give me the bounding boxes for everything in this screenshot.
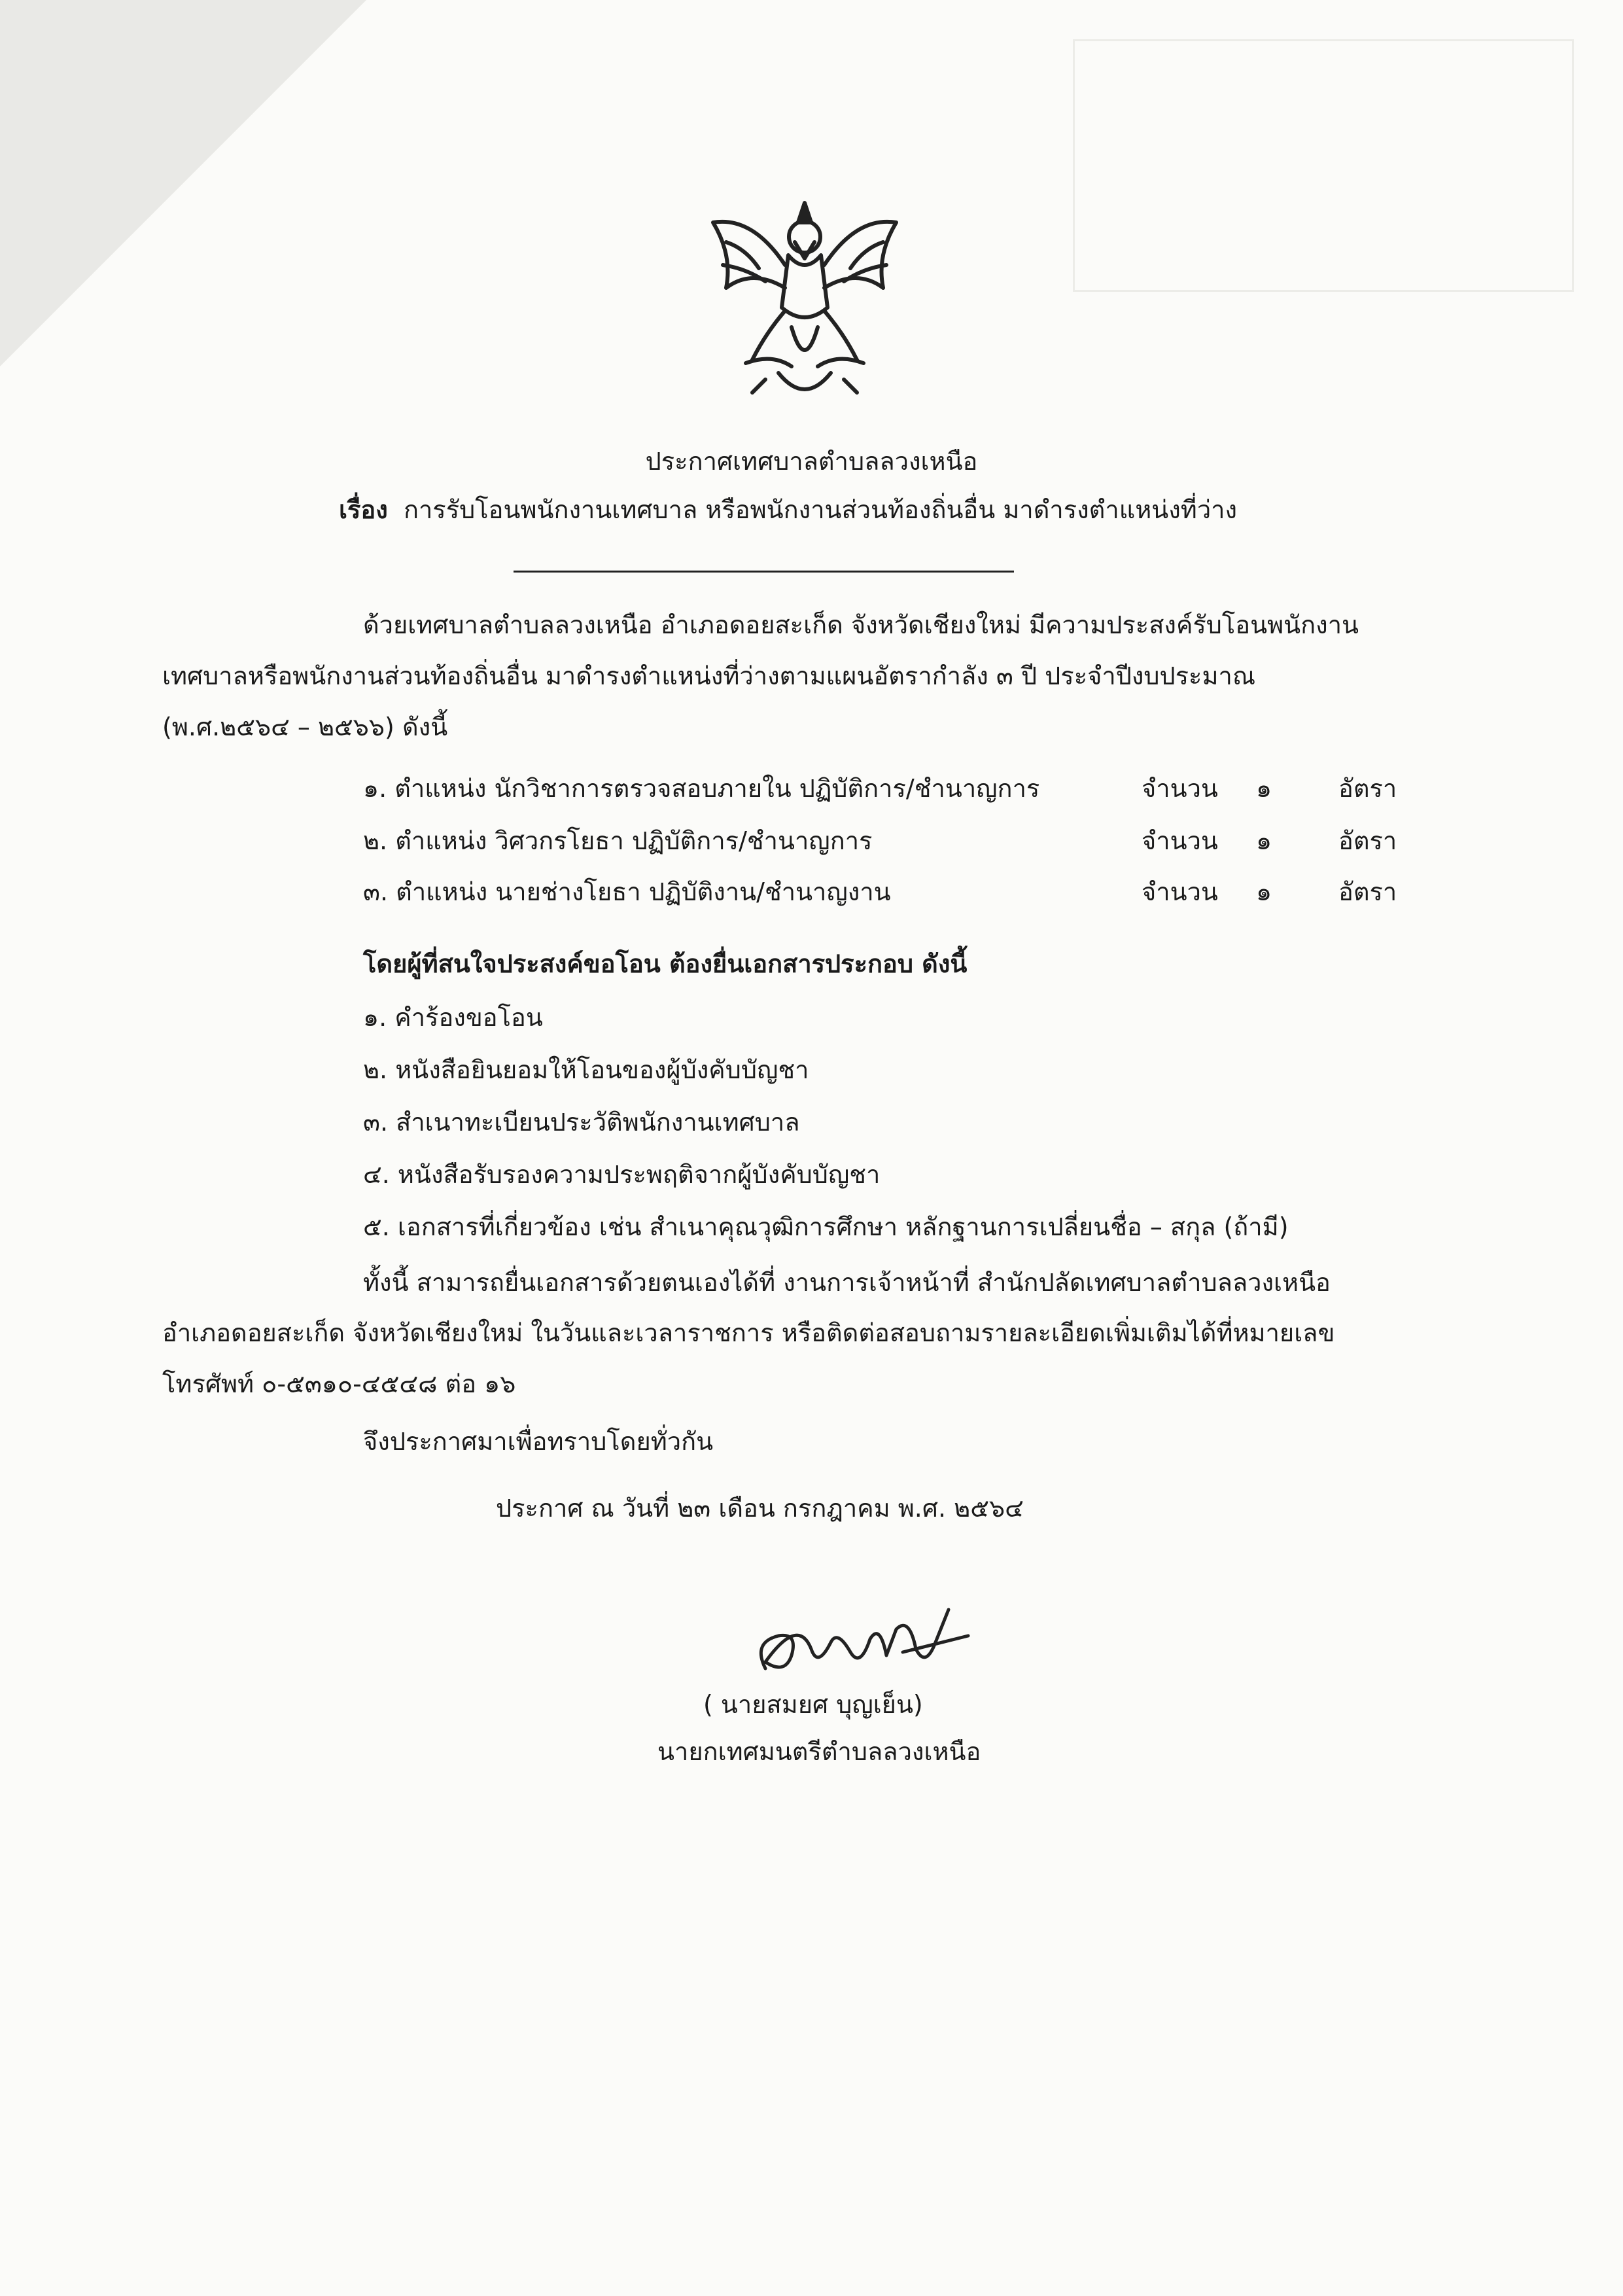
divider-line: [514, 571, 1014, 573]
position-count-label: จำนวน: [1142, 774, 1218, 803]
intro-line-3: (พ.ศ.๒๕๖๔ – ๒๕๖๖) ดังนี้: [162, 713, 448, 741]
date-line: ประกาศ ณ วันที่ ๒๓ เดือน กรกฎาคม พ.ศ. ๒๕๖๔: [496, 1494, 1024, 1523]
subject-text: การรับโอนพนักงานเทศบาล หรือพนักงานส่วนท้องถิ่นอื่น มาดำรงตำแหน่งที่ว่าง: [403, 495, 1238, 524]
documents-heading: โดยผู้ที่สนใจประสงค์ขอโอน ต้องยื่นเอกสารประกอบ ดังนี้: [363, 949, 968, 978]
contact-line-1: ทั้งนี้ สามารถยื่นเอกสารด้วยตนเองได้ที่ งานการเจ้าหน้าที่ สำนักปลัดเทศบาลตำบลลวงเหนือ: [363, 1268, 1331, 1297]
intro-line-1: ด้วยเทศบาลตำบลลวงเหนือ อำเภอดอยสะเก็ด จังหวัดเชียงใหม่ มีความประสงค์รับโอนพนักงาน: [363, 610, 1359, 639]
subject-label: เรื่อง: [339, 495, 388, 524]
position-title: ๒. ตำแหน่ง วิศวกรโยธา ปฏิบัติการ/ชำนาญการ: [363, 826, 873, 855]
closing-line: จึงประกาศมาเพื่อทราบโดยทั่วกัน: [363, 1427, 714, 1456]
position-count: ๑: [1256, 774, 1272, 803]
position-count-label: จำนวน: [1142, 826, 1218, 855]
document-item: ๔. หนังสือรับรองความประพฤติจากผู้บังคับบัญชา: [363, 1160, 881, 1189]
position-unit: อัตรา: [1338, 877, 1397, 906]
position-count: ๑: [1256, 877, 1272, 906]
document-item: ๒. หนังสือยินยอมให้โอนของผู้บังคับบัญชา: [363, 1055, 809, 1084]
signer-title: นายกเทศมนตรีตำบลลวงเหนือ: [657, 1737, 981, 1766]
contact-line-2: อำเภอดอยสะเก็ด จังหวัดเชียงใหม่ ในวันและเวลาราชการ หรือติดต่อสอบถามรายละเอียดเพิ่มเติมได้ที่หมายเลข: [162, 1318, 1335, 1347]
position-count: ๑: [1256, 826, 1272, 855]
announcement-org-line: ประกาศเทศบาลตำบลลวงเหนือ: [645, 447, 978, 476]
document-item: ๕. เอกสารที่เกี่ยวข้อง เช่น สำเนาคุณวุฒิการศึกษา หลักฐานการเปลี่ยนชื่อ – สกุล (ถ้ามี): [363, 1212, 1289, 1241]
document-item: ๑. คำร้องขอโอน: [363, 1003, 543, 1032]
show-through-box: [1073, 39, 1574, 292]
position-title: ๓. ตำแหน่ง นายช่างโยธา ปฏิบัติงาน/ชำนาญงาน: [363, 877, 891, 906]
position-unit: อัตรา: [1338, 826, 1397, 855]
intro-line-2: เทศบาลหรือพนักงานส่วนท้องถิ่นอื่น มาดำรงตำแหน่งที่ว่างตามแผนอัตรากำลัง ๓ ปี ประจำปีงบประมาณ: [162, 662, 1256, 690]
garuda-emblem-icon: [687, 177, 922, 412]
contact-line-3: โทรศัพท์ ๐-๕๓๑๐-๔๕๔๘ ต่อ ๑๖: [162, 1369, 516, 1398]
folded-corner: [0, 0, 366, 366]
signature-mark: [739, 1590, 988, 1695]
position-unit: อัตรา: [1338, 774, 1397, 803]
signer-name: ( นายสมยศ บุญเย็น): [703, 1690, 923, 1719]
position-count-label: จำนวน: [1142, 877, 1218, 906]
document-item: ๓. สำเนาทะเบียนประวัติพนักงานเทศบาล: [363, 1108, 800, 1137]
subject-line: [339, 493, 1237, 526]
position-title: ๑. ตำแหน่ง นักวิชาการตรวจสอบภายใน ปฏิบัติการ/ชำนาญการ: [363, 774, 1040, 803]
